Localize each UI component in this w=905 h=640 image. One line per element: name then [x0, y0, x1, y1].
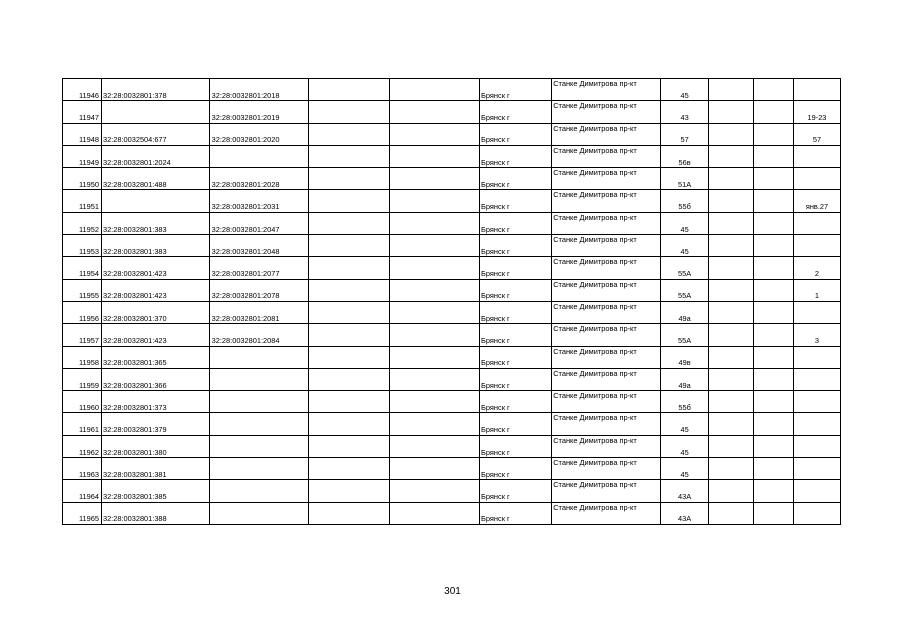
apartment-cell	[793, 301, 840, 323]
empty-cell	[309, 324, 389, 346]
row-number-cell: 11949	[63, 145, 102, 167]
house-number-cell: 55А	[661, 324, 709, 346]
cadastral-number-2-cell: 32:28:0032801:2084	[209, 324, 309, 346]
empty-cell	[709, 502, 754, 524]
apartment-cell	[793, 368, 840, 390]
empty-cell	[753, 480, 793, 502]
empty-cell	[389, 368, 480, 390]
city-cell: Брянск г	[480, 480, 552, 502]
table-row	[63, 502, 841, 524]
empty-cell	[389, 413, 480, 435]
empty-cell	[753, 190, 793, 212]
street-cell: Станке Димитрова пр-кт	[552, 324, 661, 346]
empty-cell	[753, 257, 793, 279]
street-cell: Станке Димитрова пр-кт	[552, 368, 661, 390]
empty-cell	[709, 301, 754, 323]
empty-cell	[389, 257, 480, 279]
empty-cell	[753, 502, 793, 524]
row-number-cell: 11964	[63, 480, 102, 502]
table-row	[63, 257, 841, 279]
cadastral-number-cell: 32:28:0032801:381	[101, 458, 209, 480]
empty-cell	[309, 502, 389, 524]
city-cell: Брянск г	[480, 235, 552, 257]
apartment-cell	[793, 480, 840, 502]
apartment-cell	[793, 413, 840, 435]
house-number-cell: 45	[661, 413, 709, 435]
table-row	[63, 413, 841, 435]
empty-cell	[709, 145, 754, 167]
house-number-cell: 45	[661, 435, 709, 457]
apartment-cell: 57	[793, 123, 840, 145]
cadastral-number-cell: 32:28:0032801:423	[101, 324, 209, 346]
address-table	[62, 78, 841, 525]
empty-cell	[389, 235, 480, 257]
cadastral-number-2-cell	[209, 368, 309, 390]
apartment-cell	[793, 346, 840, 368]
city-cell: Брянск г	[480, 145, 552, 167]
city-cell: Брянск г	[480, 123, 552, 145]
table-row	[63, 168, 841, 190]
apartment-cell: 19-23	[793, 101, 840, 123]
row-number-cell: 11954	[63, 257, 102, 279]
table-row	[63, 279, 841, 301]
empty-cell	[753, 212, 793, 234]
row-number-cell: 11951	[63, 190, 102, 212]
city-cell: Брянск г	[480, 391, 552, 413]
empty-cell	[709, 101, 754, 123]
cadastral-number-cell: 32:28:0032801:370	[101, 301, 209, 323]
city-cell: Брянск г	[480, 168, 552, 190]
empty-cell	[389, 212, 480, 234]
cadastral-number-cell: 32:28:0032801:380	[101, 435, 209, 457]
row-number-cell: 11958	[63, 346, 102, 368]
street-cell: Станке Димитрова пр-кт	[552, 145, 661, 167]
house-number-cell: 45	[661, 212, 709, 234]
empty-cell	[753, 123, 793, 145]
empty-cell	[753, 435, 793, 457]
empty-cell	[309, 190, 389, 212]
apartment-cell	[793, 435, 840, 457]
empty-cell	[753, 368, 793, 390]
city-cell: Брянск г	[480, 79, 552, 101]
row-number-cell: 11953	[63, 235, 102, 257]
city-cell: Брянск г	[480, 257, 552, 279]
empty-cell	[389, 123, 480, 145]
empty-cell	[309, 435, 389, 457]
empty-cell	[709, 279, 754, 301]
city-cell: Брянск г	[480, 101, 552, 123]
empty-cell	[309, 79, 389, 101]
empty-cell	[309, 413, 389, 435]
empty-cell	[709, 391, 754, 413]
city-cell: Брянск г	[480, 346, 552, 368]
cadastral-number-2-cell: 32:28:0032801:2028	[209, 168, 309, 190]
street-cell: Станке Димитрова пр-кт	[552, 391, 661, 413]
street-cell: Станке Димитрова пр-кт	[552, 301, 661, 323]
table-row	[63, 458, 841, 480]
apartment-cell: 3	[793, 324, 840, 346]
apartment-cell	[793, 391, 840, 413]
table-row	[63, 346, 841, 368]
house-number-cell: 43	[661, 101, 709, 123]
cadastral-number-2-cell: 32:28:0032801:2020	[209, 123, 309, 145]
table-row	[63, 301, 841, 323]
cadastral-number-2-cell: 32:28:0032801:2077	[209, 257, 309, 279]
street-cell: Станке Димитрова пр-кт	[552, 79, 661, 101]
cadastral-number-cell: 32:28:0032801:388	[101, 502, 209, 524]
empty-cell	[309, 235, 389, 257]
row-number-cell: 11965	[63, 502, 102, 524]
street-cell: Станке Димитрова пр-кт	[552, 168, 661, 190]
empty-cell	[709, 346, 754, 368]
house-number-cell: 43А	[661, 502, 709, 524]
empty-cell	[753, 145, 793, 167]
cadastral-number-cell: 32:28:0032801:385	[101, 480, 209, 502]
apartment-cell	[793, 145, 840, 167]
street-cell: Станке Димитрова пр-кт	[552, 190, 661, 212]
table-row	[63, 101, 841, 123]
empty-cell	[389, 190, 480, 212]
table-row	[63, 324, 841, 346]
city-cell: Брянск г	[480, 502, 552, 524]
cadastral-number-2-cell: 32:28:0032801:2047	[209, 212, 309, 234]
empty-cell	[709, 79, 754, 101]
street-cell: Станке Димитрова пр-кт	[552, 458, 661, 480]
empty-cell	[753, 279, 793, 301]
apartment-cell	[793, 79, 840, 101]
empty-cell	[389, 435, 480, 457]
empty-cell	[753, 168, 793, 190]
empty-cell	[309, 145, 389, 167]
street-cell: Станке Димитрова пр-кт	[552, 413, 661, 435]
empty-cell	[389, 391, 480, 413]
empty-cell	[753, 324, 793, 346]
house-number-cell: 49а	[661, 301, 709, 323]
empty-cell	[753, 79, 793, 101]
street-cell: Станке Димитрова пр-кт	[552, 279, 661, 301]
city-cell: Брянск г	[480, 413, 552, 435]
cadastral-number-2-cell	[209, 458, 309, 480]
cadastral-number-2-cell: 32:28:0032801:2081	[209, 301, 309, 323]
table-row	[63, 79, 841, 101]
cadastral-number-2-cell	[209, 413, 309, 435]
street-cell: Станке Димитрова пр-кт	[552, 435, 661, 457]
apartment-cell: 2	[793, 257, 840, 279]
house-number-cell: 49в	[661, 346, 709, 368]
house-number-cell: 56в	[661, 145, 709, 167]
row-number-cell: 11948	[63, 123, 102, 145]
empty-cell	[389, 458, 480, 480]
empty-cell	[309, 368, 389, 390]
empty-cell	[753, 413, 793, 435]
apartment-cell	[793, 168, 840, 190]
empty-cell	[709, 435, 754, 457]
house-number-cell: 55б	[661, 190, 709, 212]
table-row	[63, 480, 841, 502]
row-number-cell: 11952	[63, 212, 102, 234]
apartment-cell: 1	[793, 279, 840, 301]
empty-cell	[309, 257, 389, 279]
empty-cell	[709, 368, 754, 390]
empty-cell	[753, 346, 793, 368]
cadastral-number-2-cell	[209, 502, 309, 524]
empty-cell	[709, 458, 754, 480]
city-cell: Брянск г	[480, 458, 552, 480]
street-cell: Станке Димитрова пр-кт	[552, 480, 661, 502]
empty-cell	[709, 123, 754, 145]
cadastral-number-cell: 32:28:0032801:366	[101, 368, 209, 390]
cadastral-number-cell	[101, 101, 209, 123]
empty-cell	[753, 301, 793, 323]
cadastral-number-2-cell	[209, 346, 309, 368]
empty-cell	[389, 301, 480, 323]
street-cell: Станке Димитрова пр-кт	[552, 101, 661, 123]
empty-cell	[389, 324, 480, 346]
cadastral-number-cell: 32:28:0032801:488	[101, 168, 209, 190]
city-cell: Брянск г	[480, 190, 552, 212]
cadastral-number-2-cell	[209, 391, 309, 413]
empty-cell	[709, 257, 754, 279]
cadastral-number-2-cell: 32:28:0032801:2031	[209, 190, 309, 212]
street-cell: Станке Димитрова пр-кт	[552, 346, 661, 368]
table-row	[63, 368, 841, 390]
house-number-cell: 45	[661, 458, 709, 480]
cadastral-number-2-cell	[209, 145, 309, 167]
empty-cell	[389, 79, 480, 101]
cadastral-number-2-cell	[209, 435, 309, 457]
house-number-cell: 57	[661, 123, 709, 145]
table-row	[63, 235, 841, 257]
house-number-cell: 51А	[661, 168, 709, 190]
house-number-cell: 49а	[661, 368, 709, 390]
row-number-cell: 11955	[63, 279, 102, 301]
row-number-cell: 11962	[63, 435, 102, 457]
row-number-cell: 11950	[63, 168, 102, 190]
cadastral-number-cell: 32:28:0032801:379	[101, 413, 209, 435]
apartment-cell	[793, 212, 840, 234]
cadastral-number-cell	[101, 190, 209, 212]
street-cell: Станке Димитрова пр-кт	[552, 123, 661, 145]
house-number-cell: 55А	[661, 279, 709, 301]
empty-cell	[309, 458, 389, 480]
street-cell: Станке Димитрова пр-кт	[552, 212, 661, 234]
empty-cell	[309, 301, 389, 323]
street-cell: Станке Димитрова пр-кт	[552, 502, 661, 524]
empty-cell	[309, 279, 389, 301]
empty-cell	[389, 168, 480, 190]
empty-cell	[309, 391, 389, 413]
street-cell: Станке Димитрова пр-кт	[552, 257, 661, 279]
cadastral-number-2-cell: 32:28:0032801:2078	[209, 279, 309, 301]
cadastral-number-cell: 32:28:0032801:2024	[101, 145, 209, 167]
cadastral-number-cell: 32:28:0032801:383	[101, 212, 209, 234]
city-cell: Брянск г	[480, 212, 552, 234]
empty-cell	[309, 346, 389, 368]
empty-cell	[309, 123, 389, 145]
table-row	[63, 145, 841, 167]
apartment-cell: янв.27	[793, 190, 840, 212]
page-number: 301	[444, 586, 461, 597]
cadastral-number-cell: 32:28:0032801:383	[101, 235, 209, 257]
street-cell: Станке Димитрова пр-кт	[552, 235, 661, 257]
house-number-cell: 45	[661, 79, 709, 101]
city-cell: Брянск г	[480, 301, 552, 323]
row-number-cell: 11961	[63, 413, 102, 435]
empty-cell	[389, 101, 480, 123]
house-number-cell: 45	[661, 235, 709, 257]
house-number-cell: 55А	[661, 257, 709, 279]
empty-cell	[709, 168, 754, 190]
row-number-cell: 11956	[63, 301, 102, 323]
city-cell: Брянск г	[480, 368, 552, 390]
cadastral-number-cell: 32:28:0032801:378	[101, 79, 209, 101]
cadastral-number-2-cell: 32:28:0032801:2018	[209, 79, 309, 101]
row-number-cell: 11957	[63, 324, 102, 346]
city-cell: Брянск г	[480, 435, 552, 457]
empty-cell	[389, 502, 480, 524]
apartment-cell	[793, 458, 840, 480]
table-row	[63, 435, 841, 457]
cadastral-number-2-cell: 32:28:0032801:2019	[209, 101, 309, 123]
empty-cell	[389, 480, 480, 502]
empty-cell	[753, 235, 793, 257]
empty-cell	[309, 212, 389, 234]
row-number-cell: 11959	[63, 368, 102, 390]
cadastral-number-2-cell: 32:28:0032801:2048	[209, 235, 309, 257]
house-number-cell: 55б	[661, 391, 709, 413]
cadastral-number-cell: 32:28:0032801:423	[101, 279, 209, 301]
table-row	[63, 391, 841, 413]
row-number-cell: 11960	[63, 391, 102, 413]
empty-cell	[389, 346, 480, 368]
table-row	[63, 212, 841, 234]
empty-cell	[309, 168, 389, 190]
empty-cell	[389, 145, 480, 167]
cadastral-number-cell: 32:28:0032801:423	[101, 257, 209, 279]
table-row	[63, 123, 841, 145]
row-number-cell: 11963	[63, 458, 102, 480]
empty-cell	[753, 101, 793, 123]
cadastral-number-cell: 32:28:0032801:365	[101, 346, 209, 368]
empty-cell	[709, 190, 754, 212]
cadastral-number-cell: 32:28:0032504:677	[101, 123, 209, 145]
cadastral-number-2-cell	[209, 480, 309, 502]
cadastral-number-cell: 32:28:0032801:373	[101, 391, 209, 413]
row-number-cell: 11946	[63, 79, 102, 101]
empty-cell	[753, 391, 793, 413]
house-number-cell: 43А	[661, 480, 709, 502]
table-row	[63, 190, 841, 212]
empty-cell	[709, 324, 754, 346]
apartment-cell	[793, 502, 840, 524]
empty-cell	[309, 101, 389, 123]
empty-cell	[709, 480, 754, 502]
empty-cell	[753, 458, 793, 480]
empty-cell	[309, 480, 389, 502]
empty-cell	[709, 212, 754, 234]
row-number-cell: 11947	[63, 101, 102, 123]
empty-cell	[709, 235, 754, 257]
empty-cell	[709, 413, 754, 435]
city-cell: Брянск г	[480, 324, 552, 346]
apartment-cell	[793, 235, 840, 257]
empty-cell	[389, 279, 480, 301]
city-cell: Брянск г	[480, 279, 552, 301]
